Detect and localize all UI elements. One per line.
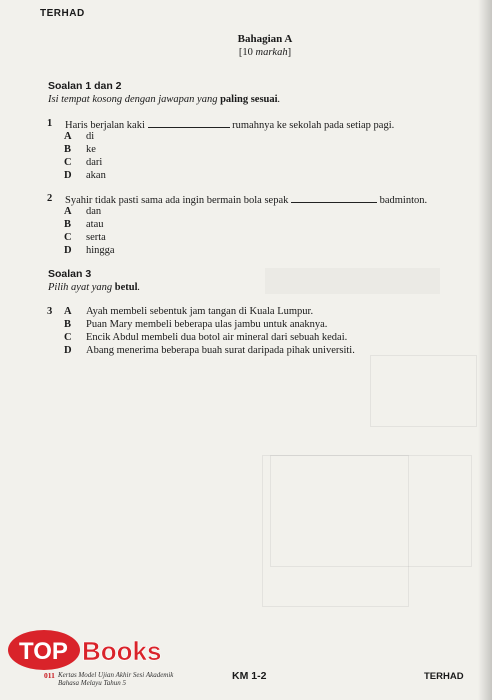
question-number: 1 [47,118,53,129]
option-letter: A [64,306,72,317]
group1-instruction: Isi tempat kosong dengan jawapan yang paling sesuai. [48,94,281,105]
option-text: akan [86,170,106,181]
option-text: hingga [86,245,115,256]
option-text: Encik Abdul membeli dua botol air mineral dari sebuah kedai. [86,332,348,343]
option-text: dari [86,157,103,168]
option-text: Ayah membeli sebentuk jam tangan di Kuala Lumpur. [86,306,314,317]
question-number: 3 [47,306,53,317]
option-letter: A [64,131,72,142]
page-number: 011 [44,671,55,680]
option-text: ke [86,144,96,155]
paper-code: KM 1-2 [232,670,267,682]
book-title: Kertas Model Ujian Akhir Sesi Akademik Bahasa Melayu Tahun 5 [58,671,174,687]
option-letter: D [64,345,72,356]
option-text: atau [86,219,104,230]
group1-heading: Soalan 1 dan 2 [48,80,122,92]
option-letter: C [64,232,72,243]
option-text: Puan Mary membeli beberapa ulas jambu untuk anaknya. [86,319,328,330]
topbooks-logo [6,628,196,672]
bleed-through-banner [265,268,440,294]
question-number: 2 [47,193,53,204]
option-letter: B [64,144,72,155]
page-edge-shadow [478,0,492,700]
bleed-through-table [370,355,477,427]
option-letter: A [64,206,72,217]
bleed-through-box [270,455,472,567]
answer-blank [148,118,230,128]
answer-blank [291,193,377,203]
option-text: di [86,131,95,142]
question-text: Haris berjalan kaki rumahnya ke sekolah pada setiap pagi. [65,120,395,131]
option-text: serta [86,232,106,243]
section-marks: [10 markah] [238,47,292,58]
option-letter: D [64,170,72,181]
group2-heading: Soalan 3 [48,268,92,280]
option-letter: D [64,245,72,256]
group2-instruction: Pilih ayat yang betul. [48,282,141,293]
question-text: Syahir tidak pasti sama ada ingin bermain bola sepak badminton. [65,195,428,206]
option-text: Abang menerima beberapa buah surat daripada pihak universiti. [86,345,355,356]
section-title: Bahagian A [237,33,293,45]
svg-text:TOP: TOP [19,638,68,665]
option-letter: B [64,319,72,330]
footer-classification-label: TERHAD [424,671,464,682]
classification-label: TERHAD [40,8,85,19]
svg-text:Books: Books [82,636,162,666]
option-letter: B [64,219,72,230]
option-letter: C [64,332,72,343]
option-text: dan [86,206,102,217]
option-letter: C [64,157,72,168]
